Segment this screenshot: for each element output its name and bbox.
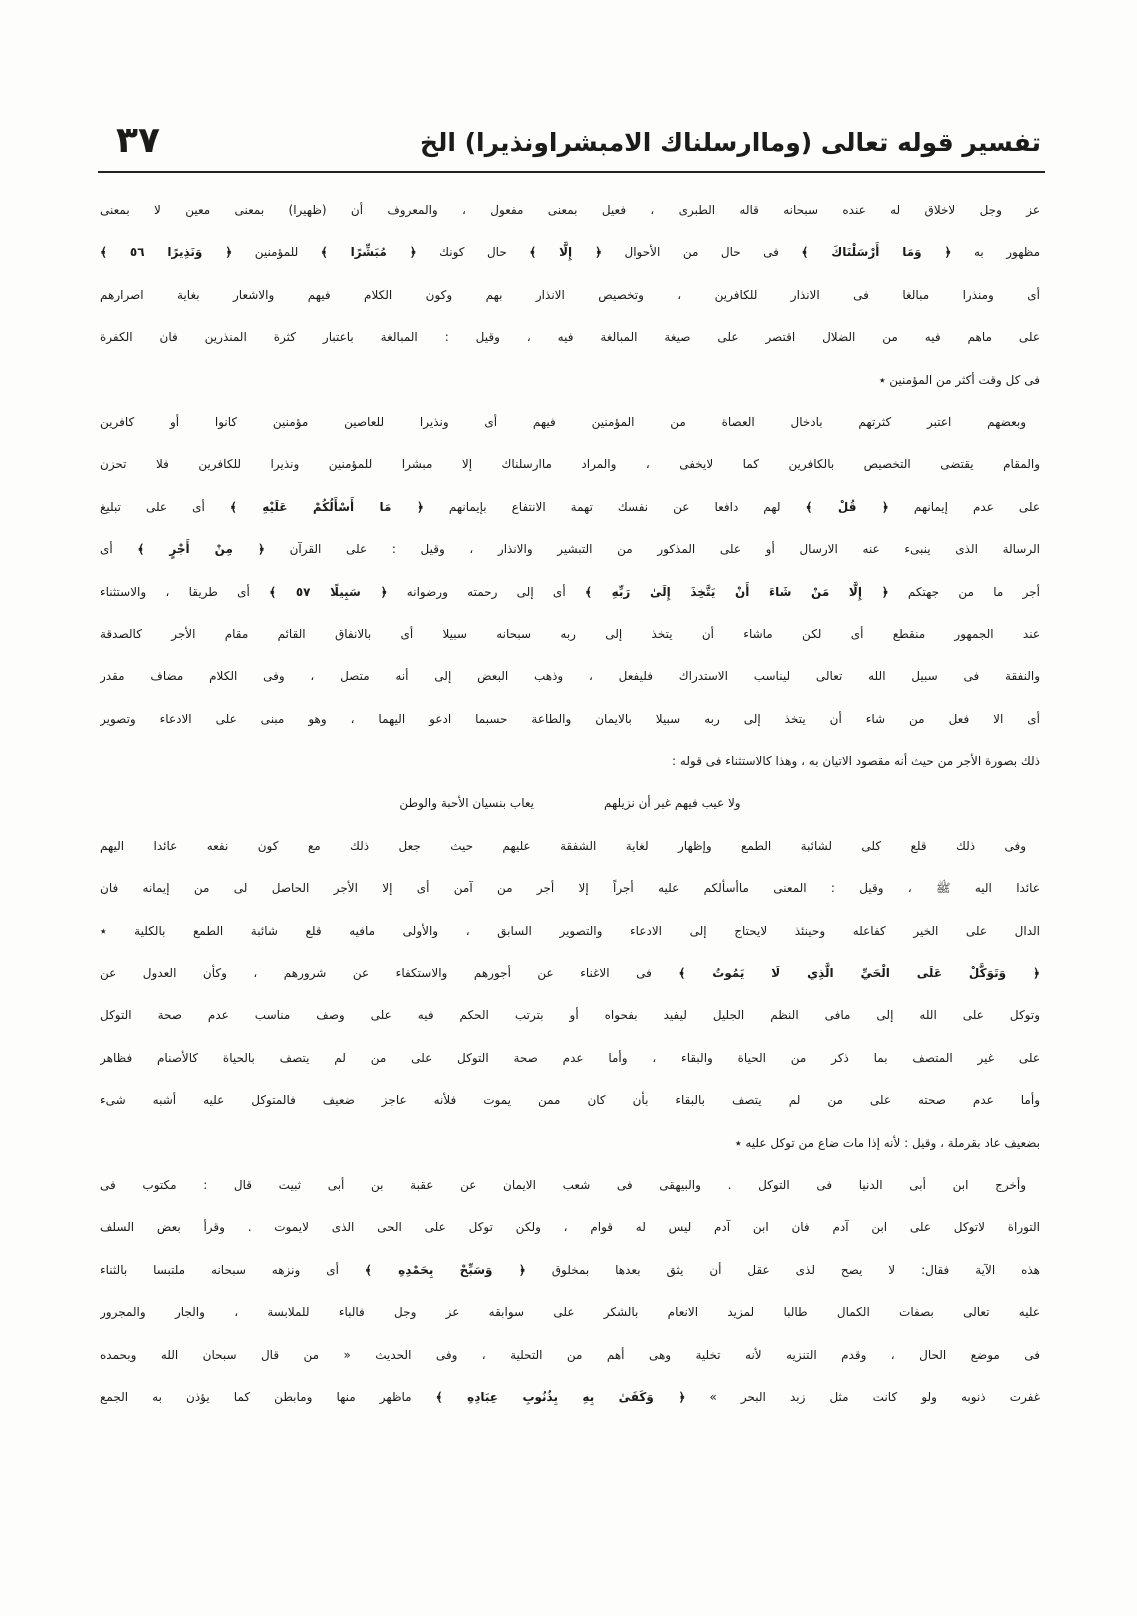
quran-quote: ﴿ وَكَفَىٰ بِهِ بِذُنُوبِ عِبَادِهِ ﴾: [435, 1389, 686, 1404]
text-line: [100, 1249, 1040, 1291]
text-line: [100, 994, 1040, 1036]
text-line: [100, 1164, 1040, 1206]
text-line: [100, 613, 1040, 655]
quran-quote: ﴿ قُلْ ﴾: [805, 499, 889, 514]
text-segment: والنفقة فى سبيل الله تعالى ليناسب الاستدراك فليفعل ، وذهب البعض إلى أنه متصل ، وفى الكلام مضاف مقدر: [100, 669, 1040, 684]
text-segment: الرسالة الذى ينبىء عنه الارسال أو على المذكور من التبشير والانذار ، وقيل : على القرآن: [264, 542, 1040, 557]
text-line: [100, 231, 1040, 273]
text-segment: فى حال من الأحوال: [602, 245, 802, 260]
text-line: [100, 825, 1040, 867]
verse-hemistich: ولا عيب فيهم غير أن نزيلهم: [604, 796, 741, 811]
text-line: [100, 1376, 1040, 1418]
text-line: [100, 359, 1040, 401]
text-line: [100, 316, 1040, 358]
text-segment: أى ونزهه سبحانه ملتبسا بالثناء: [100, 1262, 365, 1277]
quran-quote: ﴿ مُبَشِّرًا ﴾: [320, 245, 417, 260]
page-number: ٣٧: [116, 120, 160, 161]
text-segment: أى الا فعل من شاء أن يتخذ إلى ربه سبيلا بالايمان والطاعة حسبما ادعو اليهما ، وهو مبنى على الادعاء وتصوير: [100, 711, 1040, 726]
text-segment: أى ومنذرا مبالغا فى الانذار للكافرين ، وتخصيص الانذار بهم وكون الكلام فيهم والاشعار بغاية اصرارهم: [100, 287, 1040, 302]
text-segment: ماظهر منها ومابطن كما يؤذن به الجمع: [100, 1389, 436, 1404]
quran-quote: ﴿ سَبِيلًا ٥٧ ﴾: [269, 584, 388, 599]
text-line: [100, 486, 1040, 528]
text-segment: عليه تعالى بصفات الكمال طالبا لمزيد الانعام بالشكر على سوابقه عز وجل فالباء للملابسة ، والجار والمجرور: [100, 1305, 1040, 1320]
quran-quote: ﴿ وَتَوَكَّلْ عَلَى الْحَيِّ الَّذِي لَا يَمُوتُ ﴾: [678, 966, 1040, 981]
verse-hemistich: يعاب بنسيان الأحبة والوطن: [399, 796, 534, 811]
text-segment: عند الجمهور منقطع أى لكن ماشاء أن يتخذ إلى ربه سبحانه سبيلا أى بالانفاق القائم مقام الأجر كالصدقة: [100, 626, 1040, 641]
text-line: [100, 910, 1040, 952]
text-segment: على غير المتصف بما ذكر من الحياة والبقاء ، وأما عدم صحة التوكل على من لم يتصف بالحياة كالأصنام فظاهر: [100, 1050, 1040, 1065]
text-segment: عائدا اليه ﷺ ، وقيل : المعنى ماأسألكم عليه أجراً إلا أجر من آمن أى إلا الأجر الحاصل لى من إيمانه فان: [100, 881, 1040, 896]
text-segment: فى كل وقت أكثر من المؤمنين ٭: [878, 372, 1040, 387]
text-line: [100, 443, 1040, 485]
text-segment: هذه الآية فقال: لا يصح لذى عقل أن يثق بعدها بمخلوق: [525, 1262, 1040, 1277]
text-line: [100, 274, 1040, 316]
header-rule: [98, 171, 1045, 173]
text-line: [100, 1037, 1040, 1079]
quran-quote: ﴿ وَمَا أَرْسَلْنَاكَ ﴾: [801, 245, 952, 260]
text-line: [100, 401, 1040, 443]
verse-line: [100, 782, 1040, 824]
text-segment: عز وجل لاخلاق له عنده سبحانه قاله الطبرى ، فعيل بمعنى مفعول ، والمعروف أن (ظهيرا) بمعنى معين لا بمعنى: [100, 203, 1040, 217]
quran-quote: ﴿ وَسَبِّحْ بِحَمْدِهِ ﴾: [364, 1262, 526, 1277]
text-segment: بضعيف عاد بقرملة ، وقيل : لأنه إذا مات ضاع من توكل عليه ٭: [735, 1135, 1040, 1150]
text-segment: للمؤمنين: [232, 245, 321, 260]
text-line: [100, 655, 1040, 697]
text-segment: التوراة لاتوكل على ابن آدم فان ابن آدم ليس له قوام ، ولكن توكل على الحى الذى لايموت . وقرأ بعض السلف: [100, 1220, 1040, 1235]
quran-quote: ﴿ إِلَّا ﴾: [529, 245, 603, 260]
text-segment: فى موضع الحال ، وقدم التنزيه لأنه تخلية وهى أهم من التحلية ، وفى الحديث « من قال سبحان الله وبحمده: [100, 1347, 1040, 1362]
text-segment: أى طريقا ، والاستثناء: [100, 584, 270, 599]
text-line: [100, 698, 1040, 740]
quran-quote: ﴿ مِنْ أَجْرٍ ﴾: [137, 542, 265, 557]
text-line: [100, 1334, 1040, 1376]
text-line: [100, 571, 1040, 613]
text-segment: وفى ذلك قلع كلى لشائبة الطمع وإظهار لغاية الشفقة عليهم حيث جعل ذلك مع كون نفعه عائدا اليهم: [100, 838, 1026, 853]
quran-quote: ﴿ وَنَذِيرًا ٥٦ ﴾: [100, 245, 233, 260]
running-title: تفسير قوله تعالى (وماارسلناك الامبشراونذيرا) الخ: [419, 128, 1041, 157]
text-segment: الدال على الخير كفاعله وحينئذ لايحتاج إلى الادعاء والتصوير السابق ، والأولى مافيه قلع شائبة الطمع بالكلية ٭: [100, 923, 1040, 938]
text-segment: على ماهم فيه من الضلال اقتصر على صيغة المبالغة فيه ، وقيل : المبالغة باعتبار كثرة المنذرين فان الكفرة: [100, 330, 1040, 345]
text-line: [100, 740, 1040, 782]
quran-quote: ﴿ إِلَّا مَنْ شَاءَ أَنْ يَتَّخِذَ إِلَىٰ رَبِّهِ ﴾: [584, 584, 889, 599]
text-line: [100, 189, 1040, 231]
text-segment: وأما عدم صحته على من لم يتصف بالبقاء بأن كان ممن يموت فلأنه عاجز ضعيف فالمتوكل عليه أشبه شىء: [100, 1093, 1040, 1108]
text-segment: حال كونك: [416, 245, 530, 260]
text-line: [100, 1122, 1040, 1164]
text-segment: على عدم إيمانهم: [888, 499, 1040, 514]
text-body: [100, 189, 1040, 1418]
text-line: [100, 1079, 1040, 1121]
text-segment: ذلك بصورة الأجر من حيث أنه مقصود الاتيان به ، وهذا كالاستثناء فى قوله :: [672, 754, 1040, 769]
text-segment: أى على تبليغ: [100, 499, 230, 514]
text-segment: أى إلى رحمته ورضوانه: [387, 584, 585, 599]
text-segment: وتوكل على الله إلى مافى النظم الجليل ليفيد بفحواه أو بترتب الحكم فيه على وصف مناسب عدم صحة التوكل: [100, 1008, 1040, 1023]
text-segment: أى: [100, 542, 138, 557]
text-segment: غفرت ذنوبه ولو كانت مثل زبد البحر »: [685, 1389, 1040, 1404]
text-segment: أجر ما من جهتكم: [888, 584, 1040, 599]
text-segment: والمقام يقتضى التخصيص بالكافرين كما لايخفى ، والمراد ماارسلناك إلا مبشرا للمؤمنين ونذيرا للكافرين فلا تحزن: [100, 457, 1040, 472]
text-line: [100, 1291, 1040, 1333]
text-segment: لهم دافعا عن نفسك تهمة الانتفاع بإيمانهم: [423, 499, 806, 514]
text-segment: مظهور به: [951, 245, 1040, 260]
text-segment: وبعضهم اعتبر كثرتهم بادخال العصاة من المؤمنين فيهم أى ونذيرا للعاصين مؤمنين كانوا أو كافرين: [100, 414, 1026, 429]
text-line: [100, 952, 1040, 994]
text-segment: فى الاغناء عن أجورهم والاستكفاء عن شرورهم ، وكأن العدول عن: [100, 966, 679, 981]
text-line: [100, 528, 1040, 570]
text-segment: وأخرج ابن أبى الدنيا فى التوكل . والبيهقى فى شعب الايمان عن عقبة بن أبى ثبيت قال : مكتوب فى: [100, 1177, 1026, 1192]
quran-quote: ﴿ مَا أَسْأَلُكُمْ عَلَيْهِ ﴾: [229, 499, 424, 514]
text-line: [100, 867, 1040, 909]
text-line: [100, 1206, 1040, 1248]
